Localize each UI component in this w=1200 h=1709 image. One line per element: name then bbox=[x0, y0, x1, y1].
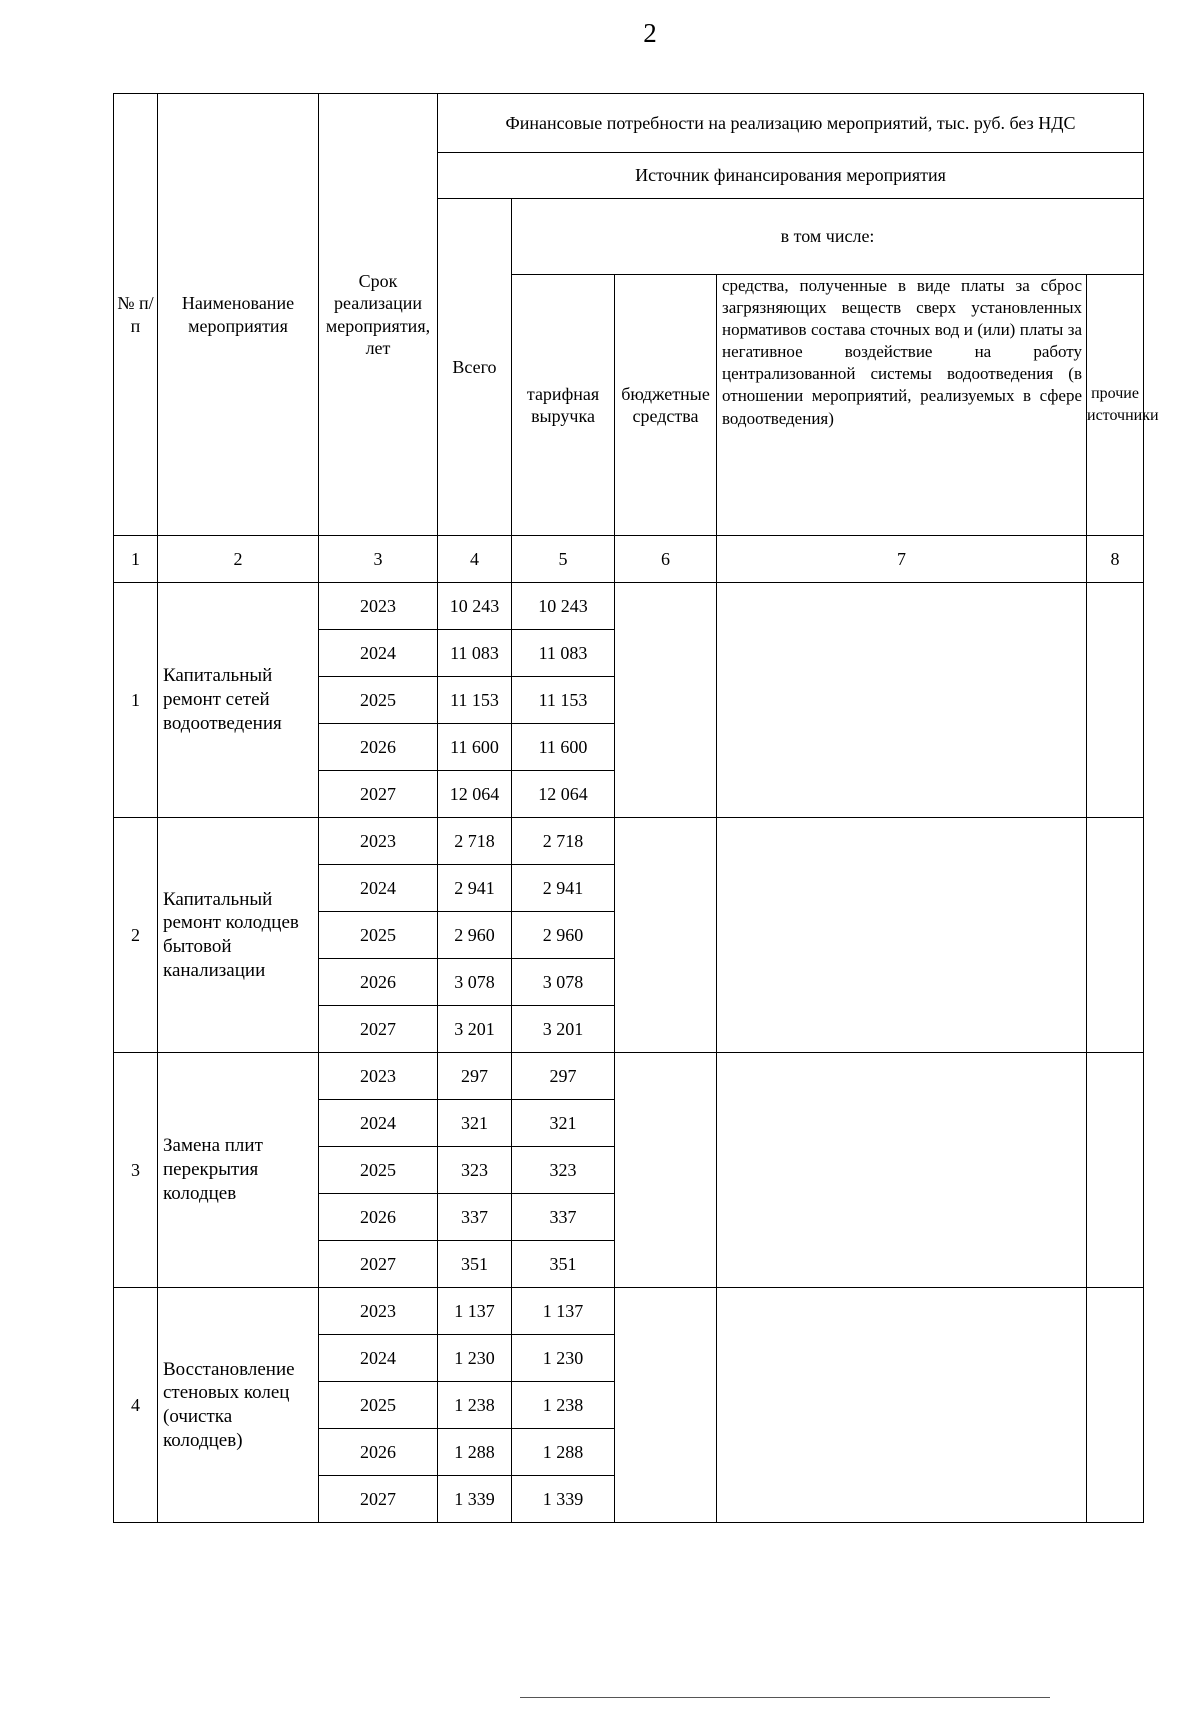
total-cell: 351 bbox=[438, 1241, 512, 1288]
total-cell: 11 083 bbox=[438, 630, 512, 677]
year-cell: 2026 bbox=[319, 959, 438, 1006]
column-number: 6 bbox=[615, 536, 717, 583]
year-cell: 2027 bbox=[319, 1476, 438, 1523]
total-cell: 3 078 bbox=[438, 959, 512, 1006]
header-budget: бюджетные средства bbox=[615, 275, 717, 536]
row-number: 4 bbox=[114, 1288, 158, 1523]
header-including: в том числе: bbox=[512, 199, 1144, 275]
tariff-cell: 2 960 bbox=[512, 912, 615, 959]
year-cell: 2024 bbox=[319, 630, 438, 677]
tariff-cell: 323 bbox=[512, 1147, 615, 1194]
tariff-cell: 337 bbox=[512, 1194, 615, 1241]
tariff-cell: 3 078 bbox=[512, 959, 615, 1006]
column-number-row bbox=[114, 536, 1144, 583]
row-number: 1 bbox=[114, 583, 158, 818]
fees-cell bbox=[717, 818, 1087, 1053]
table-row bbox=[114, 1288, 1144, 1335]
year-cell: 2023 bbox=[319, 1053, 438, 1100]
total-cell: 2 941 bbox=[438, 865, 512, 912]
other-cell bbox=[1087, 1053, 1144, 1288]
column-number: 7 bbox=[717, 536, 1087, 583]
year-cell: 2025 bbox=[319, 677, 438, 724]
year-cell: 2027 bbox=[319, 1241, 438, 1288]
row-number: 3 bbox=[114, 1053, 158, 1288]
column-number: 4 bbox=[438, 536, 512, 583]
total-cell: 10 243 bbox=[438, 583, 512, 630]
header-term: Срок реализации мероприятия, лет bbox=[319, 94, 438, 536]
tariff-cell: 1 339 bbox=[512, 1476, 615, 1523]
year-cell: 2024 bbox=[319, 1335, 438, 1382]
table-row bbox=[114, 1053, 1144, 1100]
tariff-cell: 1 137 bbox=[512, 1288, 615, 1335]
tariff-cell: 11 083 bbox=[512, 630, 615, 677]
tariff-cell: 1 288 bbox=[512, 1429, 615, 1476]
tariff-cell: 1 238 bbox=[512, 1382, 615, 1429]
year-cell: 2025 bbox=[319, 1147, 438, 1194]
tariff-cell: 321 bbox=[512, 1100, 615, 1147]
year-cell: 2026 bbox=[319, 724, 438, 771]
other-cell bbox=[1087, 818, 1144, 1053]
tariff-cell: 11 600 bbox=[512, 724, 615, 771]
total-cell: 12 064 bbox=[438, 771, 512, 818]
header-fees: средства, полученные в виде платы за сброс загрязняющих веществ сверх установленных нормативов состава сточных вод и (или) платы за негативное воздействие на работу централизованной системы водоотведения (в отношении мероприятий, реализуемых в сфере водоотведения) bbox=[717, 275, 1087, 536]
total-cell: 1 288 bbox=[438, 1429, 512, 1476]
total-cell: 321 bbox=[438, 1100, 512, 1147]
year-cell: 2027 bbox=[319, 1006, 438, 1053]
year-cell: 2024 bbox=[319, 1100, 438, 1147]
fees-cell bbox=[717, 1288, 1087, 1523]
other-cell bbox=[1087, 1288, 1144, 1523]
bottom-rule bbox=[520, 1697, 1050, 1698]
financing-table bbox=[113, 93, 1159, 1523]
budget-cell bbox=[615, 818, 717, 1053]
other-cell bbox=[1087, 583, 1144, 818]
table-row bbox=[114, 583, 1144, 630]
budget-cell bbox=[615, 1288, 717, 1523]
total-cell: 1 137 bbox=[438, 1288, 512, 1335]
header-num: № п/п bbox=[114, 94, 158, 536]
year-cell: 2024 bbox=[319, 865, 438, 912]
measure-name: Восстановление стеновых колец (очистка колодцев) bbox=[158, 1288, 319, 1523]
tariff-cell: 12 064 bbox=[512, 771, 615, 818]
header-total: Всего bbox=[438, 199, 512, 536]
column-number: 2 bbox=[158, 536, 319, 583]
total-cell: 3 201 bbox=[438, 1006, 512, 1053]
header-source: Источник финансирования мероприятия bbox=[438, 153, 1144, 199]
budget-cell bbox=[615, 583, 717, 818]
column-number: 8 bbox=[1087, 536, 1144, 583]
row-number: 2 bbox=[114, 818, 158, 1053]
column-number: 3 bbox=[319, 536, 438, 583]
total-cell: 11 153 bbox=[438, 677, 512, 724]
total-cell: 323 bbox=[438, 1147, 512, 1194]
tariff-cell: 1 230 bbox=[512, 1335, 615, 1382]
total-cell: 337 bbox=[438, 1194, 512, 1241]
tariff-cell: 10 243 bbox=[512, 583, 615, 630]
total-cell: 2 718 bbox=[438, 818, 512, 865]
fees-cell bbox=[717, 1053, 1087, 1288]
tariff-cell: 2 718 bbox=[512, 818, 615, 865]
total-cell: 1 230 bbox=[438, 1335, 512, 1382]
year-cell: 2023 bbox=[319, 583, 438, 630]
year-cell: 2023 bbox=[319, 818, 438, 865]
tariff-cell: 351 bbox=[512, 1241, 615, 1288]
total-cell: 1 238 bbox=[438, 1382, 512, 1429]
year-cell: 2026 bbox=[319, 1429, 438, 1476]
column-number: 1 bbox=[114, 536, 158, 583]
measure-name: Капитальный ремонт колодцев бытовой канализации bbox=[158, 818, 319, 1053]
total-cell: 2 960 bbox=[438, 912, 512, 959]
year-cell: 2027 bbox=[319, 771, 438, 818]
budget-cell bbox=[615, 1053, 717, 1288]
tariff-cell: 2 941 bbox=[512, 865, 615, 912]
tariff-cell: 3 201 bbox=[512, 1006, 615, 1053]
total-cell: 297 bbox=[438, 1053, 512, 1100]
header-tariff: тарифная выручка bbox=[512, 275, 615, 536]
year-cell: 2023 bbox=[319, 1288, 438, 1335]
table-row bbox=[114, 818, 1144, 865]
header-other: прочие источники bbox=[1087, 275, 1144, 536]
total-cell: 11 600 bbox=[438, 724, 512, 771]
tariff-cell: 297 bbox=[512, 1053, 615, 1100]
tariff-cell: 11 153 bbox=[512, 677, 615, 724]
header-name: Наименование мероприятия bbox=[158, 94, 319, 536]
column-number: 5 bbox=[512, 536, 615, 583]
year-cell: 2025 bbox=[319, 1382, 438, 1429]
year-cell: 2026 bbox=[319, 1194, 438, 1241]
year-cell: 2025 bbox=[319, 912, 438, 959]
measure-name: Капитальный ремонт сетей водоотведения bbox=[158, 583, 319, 818]
total-cell: 1 339 bbox=[438, 1476, 512, 1523]
fees-cell bbox=[717, 583, 1087, 818]
header-financial-needs: Финансовые потребности на реализацию мероприятий, тыс. руб. без НДС bbox=[438, 94, 1144, 153]
page-number: 2 bbox=[643, 18, 657, 48]
measure-name: Замена плит перекрытия колодцев bbox=[158, 1053, 319, 1288]
